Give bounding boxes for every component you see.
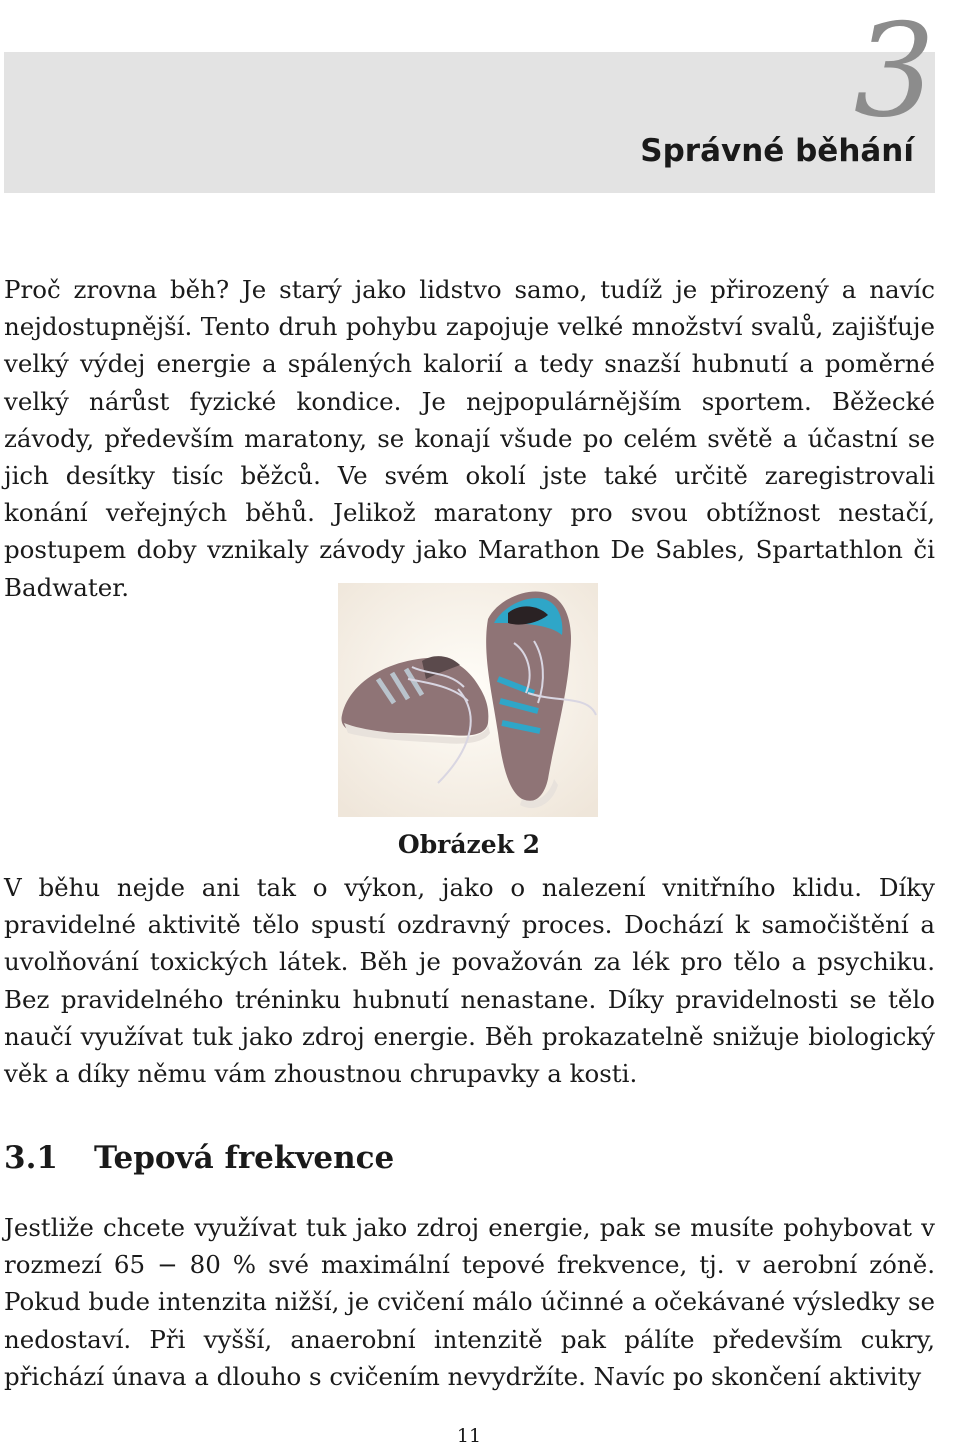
running-shoes-illustration [338,583,598,817]
chapter-title: Správné běhání [640,133,914,169]
heart-rate-paragraph: Jestliže chcete využívat tuk jako zdroj energie, pak se musíte pohybovat v rozmezí 65 − 80 % své maximální tepové frekvence, tj. v aerobní zóně. Pokud bude intenzita nižší, je cvičení málo účinné a očekávané výsledky se nedostaví. Při vyšší, anaerobní intenzitě pak pálíte především cukry, přichází únava a dlouho s cvičením nevydržíte. Navíc po skončení aktivity [4,1213,935,1391]
running-shoes-image [338,583,598,817]
benefits-paragraph: V běhu nejde ani tak o výkon, jako o nalezení vnitřního klidu. Díky pravidelné aktivitě tělo spustí ozdravný proces. Dochází k samočištění a uvolňování toxických látek. Běh je považován za lék pro tělo a psychiku. Bez pravidelného tréninku hubnutí nenastane. Díky pravidelnosti se tělo naučí využívat tuk jako zdroj energie. Běh prokazatelně snižuje biologický věk a díky němu vám zhoustnou chrupavky a kosti. [4,873,935,1089]
section-title: Tepová frekvence [94,1140,395,1176]
chapter-header [4,0,935,193]
page-number: 11 [456,1425,482,1447]
section-heading [4,1138,394,1178]
chapter-number: 3 [853,0,935,146]
section-number: 3.1 [4,1140,58,1176]
figure-caption: Obrázek 2 [397,830,541,859]
intro-paragraph: Proč zrovna běh? Je starý jako lidstvo samo, tudíž je přirozený a navíc nejdostupnější. Tento druh pohybu zapojuje velké množství svalů, zajišťuje velký výdej energie a spálených kalorií a tedy snazší hubnutí a poměrné velký nárůst fyzické kondice. Je nejpopulárnějším sportem. Běžecké závody, především maratony, se konají všude po celém světě a účastní se jich desítky tisíc běžců. Ve svém okolí jste také určitě zaregistrovali konání veřejných běhů. Jelikož maratony pro svou obtížnost nestačí, postupem doby vznikaly závody jako Marathon De Sables, Spartathlon či Badwater. [4,275,935,602]
